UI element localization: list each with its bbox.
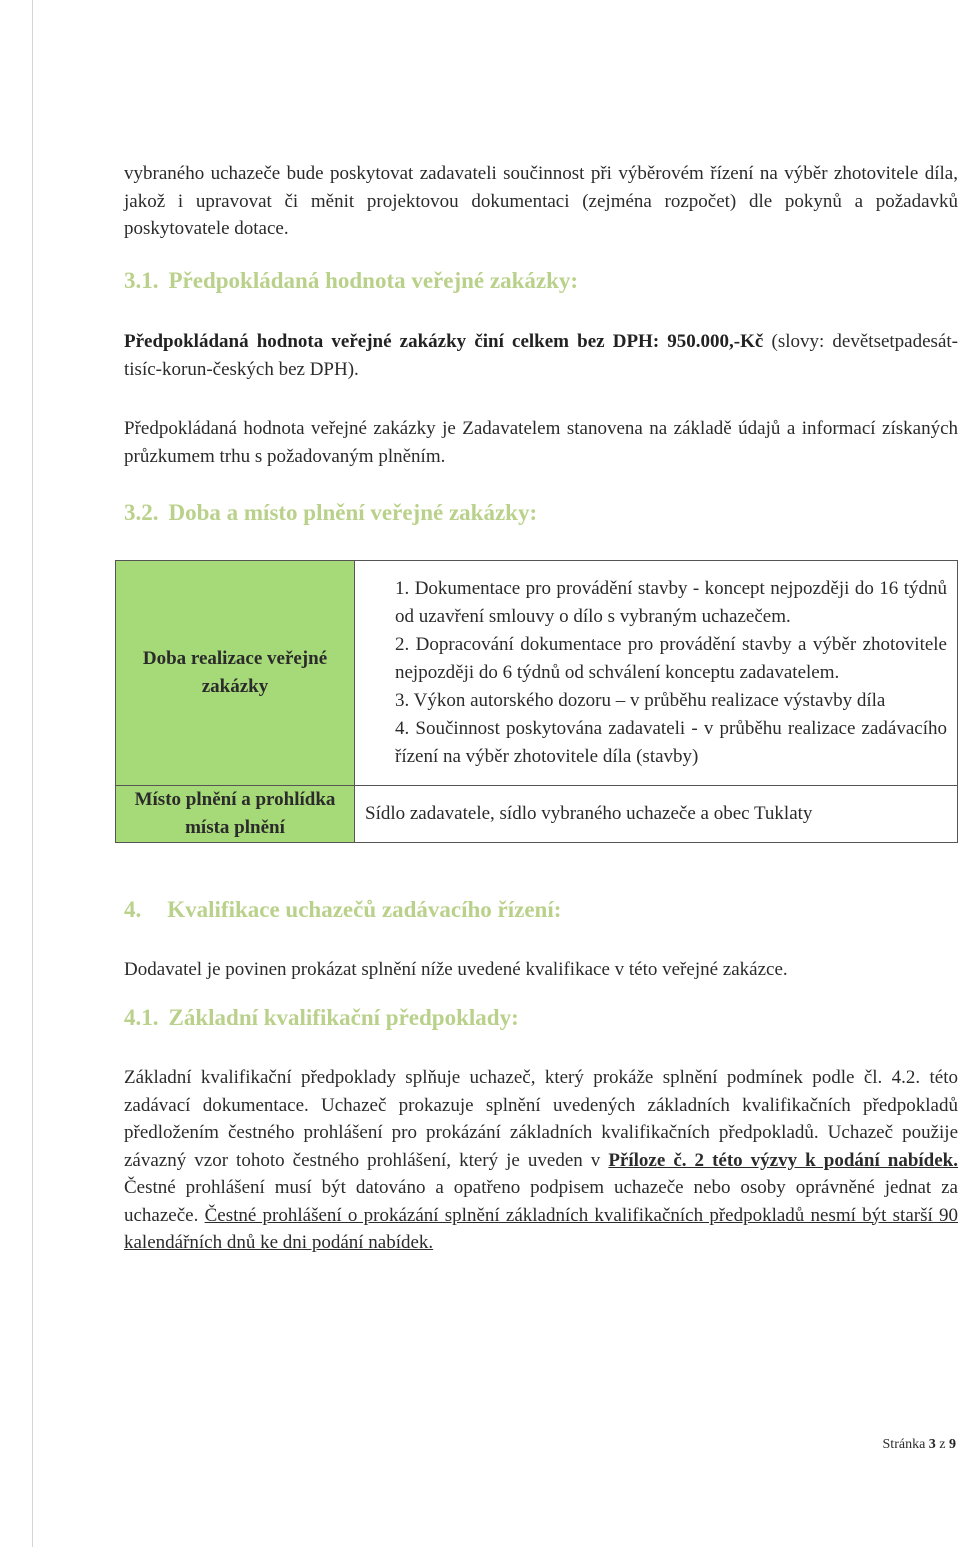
estimated-value-basis: Předpokládaná hodnota veřejné zakázky je Zadavatelem stanovena na základě údajů a informací získaných průzkumem trhu s požadovaným plněním. [124,418,958,467]
list-item: 3. Výkon autorského dozoru – v průběhu realizace výstavby díla [395,690,886,711]
section-title: Kvalifikace uchazečů zadávacího řízení: [167,897,562,922]
estimated-value-bold: Předpokládaná hodnota veřejné zakázky činí celkem bez DPH: 950.000,-Kč [124,331,764,352]
place-content: Sídlo zadavatele, sídlo vybraného uchazeče a obec Tuklaty [355,786,958,843]
validity-note: Čestné prohlášení o prokázání splnění základních kvalifikačních předpokladů nesmí být starší 90 kalendářních dnů ke dni podání nabídek. [124,1204,958,1253]
section-number: 3.2. [124,500,159,525]
section-3-2-heading [124,500,537,526]
estimated-value-words: (slovy: devětsetpadesát-tisíc-korun-českých bez DPH). [124,331,958,380]
table-row [116,786,958,843]
section-number: 3.1. [124,268,159,293]
section-3-1-heading [124,268,578,294]
section-4-1-heading [124,1005,519,1031]
current-page: 3 [928,1437,936,1452]
performance-table [115,560,958,843]
list-item: 2. Dopracování dokumentace pro provádění stavby a výběr zhotovitele nejpozději do 6 týdnů od schválení konceptu zadavatelem. [395,634,947,683]
section-title: Předpokládaná hodnota veřejné zakázky: [168,268,579,293]
table-row [116,561,958,786]
realization-time-content [355,561,958,786]
page-number [883,1437,956,1453]
paragraph-text: Čestné prohlášení musí být datováno a opatřeno podpisem uchazeče nebo osoby oprávněné jednat za uchazeče. [124,1177,958,1226]
margin-rule [32,0,33,1547]
realization-time-label: Doba realizace veřejné zakázky [116,561,355,786]
paragraph-text: Základní kvalifikační předpoklady splňuje uchazeč, který prokáže splnění podmínek podle čl. 4.2. této zadávací dokumentace. Uchazeč prokazuje splnění uvedených základních kvalifikačních předpokladů předložením čestného prohlášení pro prokázání základních kvalifikačních předpokladů. Uchazeč použije závazný vzor tohoto čestného prohlášení, který je uveden v [124,1067,958,1171]
list-item: 1. Dokumentace pro provádění stavby - koncept nejpozději do 16 týdnů od uzavření smlouvy o dílo s vybraným uchazečem. [395,578,947,627]
qualification-intro: Dodavatel je povinen prokázat splnění níže uvedené kvalifikace v této veřejné zakázce. [124,959,788,980]
section-4-heading [124,897,561,923]
section-number: 4.1. [124,1005,159,1030]
basic-qualification-paragraph [124,1064,958,1257]
intro-paragraph: vybraného uchazeče bude poskytovat zadavateli součinnost při výběrovém řízení na výběr zhotovitele díla, jakož i upravovat či měnit projektovou dokumentaci (zejména rozpočet) dle pokynů a požadavků poskytovatele dotace. [124,163,958,239]
section-title: Základní kvalifikační předpoklady: [168,1005,519,1030]
section-number: 4. [124,897,142,922]
list-item: 4. Součinnost poskytována zadavateli - v průběhu realizace zadávacího řízení na výběr zhotovitele díla (stavby) [395,718,947,767]
annex-reference: Příloze č. 2 této výzvy k podání nabídek. [608,1149,958,1171]
page-label: Stránka [882,1437,926,1452]
place-label: Místo plnění a prohlídka místa plnění [116,786,355,843]
total-pages: 9 [949,1437,956,1452]
section-title: Doba a místo plnění veřejné zakázky: [168,500,538,525]
estimated-value-paragraph [124,328,958,383]
page-of: z [939,1437,946,1452]
